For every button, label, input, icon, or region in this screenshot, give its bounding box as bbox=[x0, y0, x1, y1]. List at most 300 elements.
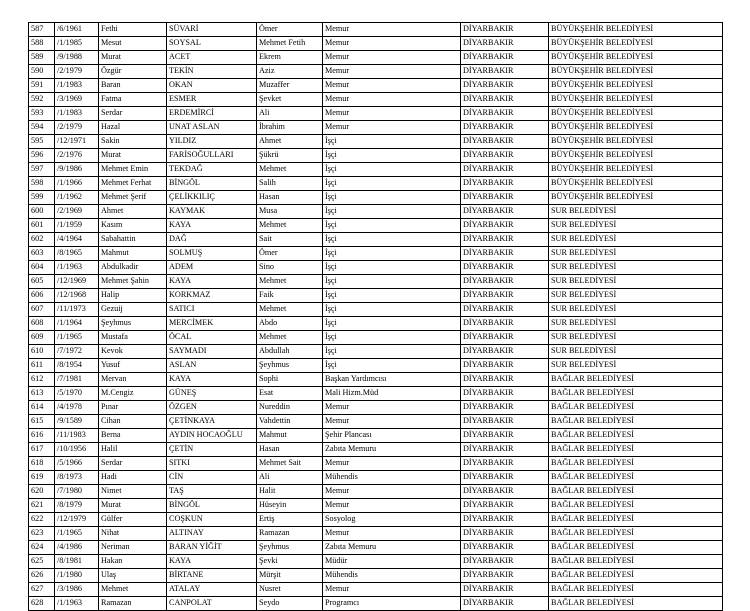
cell-first_name: Şeyhmus bbox=[99, 317, 167, 331]
cell-father_name: Abdo bbox=[257, 317, 323, 331]
cell-date: /1/1965 bbox=[55, 331, 99, 345]
cell-date: /2/1979 bbox=[55, 121, 99, 135]
cell-title: Memur bbox=[323, 527, 461, 541]
table-row bbox=[29, 555, 723, 569]
cell-city: DİYARBAKIR bbox=[461, 191, 549, 205]
cell-city: DİYARBAKIR bbox=[461, 135, 549, 149]
table-row bbox=[29, 387, 723, 401]
cell-date: /2/1979 bbox=[55, 65, 99, 79]
cell-last_name: SOLMUŞ bbox=[167, 247, 257, 261]
cell-city: DİYARBAKIR bbox=[461, 149, 549, 163]
cell-city: DİYARBAKIR bbox=[461, 37, 549, 51]
cell-last_name: SAYMADI bbox=[167, 345, 257, 359]
cell-first_name: Mehmet Emin bbox=[99, 163, 167, 177]
table-row bbox=[29, 121, 723, 135]
cell-last_name: AYDIN HOCAOĞLU bbox=[167, 429, 257, 443]
cell-no: 601 bbox=[29, 219, 55, 233]
cell-title: İşçi bbox=[323, 331, 461, 345]
cell-no: 628 bbox=[29, 597, 55, 611]
cell-city: DİYARBAKIR bbox=[461, 233, 549, 247]
cell-no: 612 bbox=[29, 373, 55, 387]
cell-first_name: Ulaş bbox=[99, 569, 167, 583]
cell-city: DİYARBAKIR bbox=[461, 303, 549, 317]
cell-last_name: ATALAY bbox=[167, 583, 257, 597]
cell-date: /7/1980 bbox=[55, 485, 99, 499]
cell-father_name: Şeyhmus bbox=[257, 359, 323, 373]
cell-date: /1/1965 bbox=[55, 527, 99, 541]
cell-first_name: Mervan bbox=[99, 373, 167, 387]
cell-city: DİYARBAKIR bbox=[461, 107, 549, 121]
cell-father_name: Halit bbox=[257, 485, 323, 499]
table-row bbox=[29, 373, 723, 387]
cell-title: Mali Hizm.Müd bbox=[323, 387, 461, 401]
cell-first_name: Mesut bbox=[99, 37, 167, 51]
cell-date: /8/1965 bbox=[55, 247, 99, 261]
cell-first_name: Mehmet Şerif bbox=[99, 191, 167, 205]
cell-father_name: Salih bbox=[257, 177, 323, 191]
cell-first_name: Hakan bbox=[99, 555, 167, 569]
cell-father_name: Seydo bbox=[257, 597, 323, 611]
cell-title: İşçi bbox=[323, 233, 461, 247]
cell-last_name: SITKI bbox=[167, 457, 257, 471]
table-row bbox=[29, 219, 723, 233]
cell-no: 620 bbox=[29, 485, 55, 499]
cell-no: 608 bbox=[29, 317, 55, 331]
cell-father_name: Faik bbox=[257, 289, 323, 303]
cell-no: 626 bbox=[29, 569, 55, 583]
cell-date: /8/1979 bbox=[55, 499, 99, 513]
cell-no: 605 bbox=[29, 275, 55, 289]
cell-institution: BAĞLAR BELEDİYESİ bbox=[549, 373, 723, 387]
cell-date: /4/1978 bbox=[55, 401, 99, 415]
cell-city: DİYARBAKIR bbox=[461, 387, 549, 401]
table-row bbox=[29, 541, 723, 555]
cell-first_name: Nimet bbox=[99, 485, 167, 499]
cell-institution: BAĞLAR BELEDİYESİ bbox=[549, 569, 723, 583]
cell-last_name: CANPOLAT bbox=[167, 597, 257, 611]
table-row bbox=[29, 527, 723, 541]
cell-date: /9/1988 bbox=[55, 51, 99, 65]
cell-city: DİYARBAKIR bbox=[461, 569, 549, 583]
cell-first_name: Baran bbox=[99, 79, 167, 93]
cell-no: 617 bbox=[29, 443, 55, 457]
table-row bbox=[29, 65, 723, 79]
cell-city: DİYARBAKIR bbox=[461, 121, 549, 135]
cell-city: DİYARBAKIR bbox=[461, 51, 549, 65]
cell-father_name: Mehmet Fetih bbox=[257, 37, 323, 51]
cell-city: DİYARBAKIR bbox=[461, 583, 549, 597]
cell-father_name: Ali bbox=[257, 107, 323, 121]
cell-date: /12/1969 bbox=[55, 275, 99, 289]
cell-date: /5/1970 bbox=[55, 387, 99, 401]
cell-title: Memur bbox=[323, 107, 461, 121]
cell-city: DİYARBAKIR bbox=[461, 317, 549, 331]
cell-institution: BÜYÜKŞEHİR BELEDİYESİ bbox=[549, 121, 723, 135]
cell-institution: SUR BELEDİYESİ bbox=[549, 317, 723, 331]
cell-city: DİYARBAKIR bbox=[461, 79, 549, 93]
cell-title: İşçi bbox=[323, 275, 461, 289]
cell-first_name: Sabahattin bbox=[99, 233, 167, 247]
cell-institution: BÜYÜKŞEHİR BELEDİYESİ bbox=[549, 65, 723, 79]
cell-first_name: M.Cengiz bbox=[99, 387, 167, 401]
cell-title: Mühendis bbox=[323, 569, 461, 583]
cell-last_name: TEKİN bbox=[167, 65, 257, 79]
cell-city: DİYARBAKIR bbox=[461, 219, 549, 233]
cell-city: DİYARBAKIR bbox=[461, 331, 549, 345]
cell-first_name: Cihan bbox=[99, 415, 167, 429]
cell-father_name: Hasan bbox=[257, 191, 323, 205]
cell-date: /10/1956 bbox=[55, 443, 99, 457]
cell-date: /12/1971 bbox=[55, 135, 99, 149]
cell-date: /12/1968 bbox=[55, 289, 99, 303]
cell-father_name: Ahmet bbox=[257, 135, 323, 149]
registry-sheet bbox=[28, 22, 722, 611]
cell-date: /4/1964 bbox=[55, 233, 99, 247]
cell-last_name: ÖCAL bbox=[167, 331, 257, 345]
cell-institution: BÜYÜKŞEHİR BELEDİYESİ bbox=[549, 163, 723, 177]
cell-father_name: Mehmet bbox=[257, 275, 323, 289]
cell-father_name: Şeyhmus bbox=[257, 541, 323, 555]
cell-no: 625 bbox=[29, 555, 55, 569]
table-row bbox=[29, 79, 723, 93]
cell-last_name: BİNGÖL bbox=[167, 499, 257, 513]
cell-city: DİYARBAKIR bbox=[461, 247, 549, 261]
cell-institution: SUR BELEDİYESİ bbox=[549, 331, 723, 345]
cell-no: 602 bbox=[29, 233, 55, 247]
cell-last_name: MERCİMEK bbox=[167, 317, 257, 331]
cell-no: 623 bbox=[29, 527, 55, 541]
cell-title: İşçi bbox=[323, 135, 461, 149]
cell-institution: BÜYÜKŞEHİR BELEDİYESİ bbox=[549, 51, 723, 65]
cell-city: DİYARBAKIR bbox=[461, 415, 549, 429]
cell-institution: BAĞLAR BELEDİYESİ bbox=[549, 597, 723, 611]
cell-date: /2/1969 bbox=[55, 205, 99, 219]
cell-institution: BAĞLAR BELEDİYESİ bbox=[549, 457, 723, 471]
cell-first_name: Murat bbox=[99, 149, 167, 163]
cell-last_name: ÇELİKKILIÇ bbox=[167, 191, 257, 205]
cell-institution: BAĞLAR BELEDİYESİ bbox=[549, 555, 723, 569]
cell-first_name: Mahmut bbox=[99, 247, 167, 261]
cell-institution: BÜYÜKŞEHİR BELEDİYESİ bbox=[549, 107, 723, 121]
cell-father_name: Sait bbox=[257, 233, 323, 247]
cell-no: 590 bbox=[29, 65, 55, 79]
cell-last_name: BİRTANE bbox=[167, 569, 257, 583]
cell-date: /6/1961 bbox=[55, 23, 99, 37]
cell-institution: BAĞLAR BELEDİYESİ bbox=[549, 429, 723, 443]
cell-date: /9/1986 bbox=[55, 163, 99, 177]
cell-no: 594 bbox=[29, 121, 55, 135]
table-row bbox=[29, 471, 723, 485]
cell-no: 589 bbox=[29, 51, 55, 65]
cell-date: /7/1972 bbox=[55, 345, 99, 359]
table-row bbox=[29, 149, 723, 163]
cell-city: DİYARBAKIR bbox=[461, 359, 549, 373]
cell-institution: BÜYÜKŞEHİR BELEDİYESİ bbox=[549, 37, 723, 51]
cell-title: Memur bbox=[323, 93, 461, 107]
cell-title: Memur bbox=[323, 121, 461, 135]
cell-city: DİYARBAKIR bbox=[461, 345, 549, 359]
cell-institution: BÜYÜKŞEHİR BELEDİYESİ bbox=[549, 93, 723, 107]
cell-title: İşçi bbox=[323, 247, 461, 261]
cell-last_name: DAĞ bbox=[167, 233, 257, 247]
cell-institution: SUR BELEDİYESİ bbox=[549, 359, 723, 373]
cell-father_name: Vahdettin bbox=[257, 415, 323, 429]
cell-father_name: Nureddin bbox=[257, 401, 323, 415]
cell-father_name: Esat bbox=[257, 387, 323, 401]
cell-last_name: BİNGÖL bbox=[167, 177, 257, 191]
cell-title: İşçi bbox=[323, 191, 461, 205]
cell-first_name: Serdar bbox=[99, 457, 167, 471]
cell-date: /4/1986 bbox=[55, 541, 99, 555]
cell-city: DİYARBAKIR bbox=[461, 597, 549, 611]
cell-no: 616 bbox=[29, 429, 55, 443]
cell-no: 597 bbox=[29, 163, 55, 177]
cell-city: DİYARBAKIR bbox=[461, 205, 549, 219]
cell-institution: BAĞLAR BELEDİYESİ bbox=[549, 513, 723, 527]
cell-city: DİYARBAKIR bbox=[461, 471, 549, 485]
cell-no: 615 bbox=[29, 415, 55, 429]
cell-father_name: Nusret bbox=[257, 583, 323, 597]
cell-last_name: TAŞ bbox=[167, 485, 257, 499]
cell-no: 614 bbox=[29, 401, 55, 415]
cell-date: /3/1986 bbox=[55, 583, 99, 597]
cell-father_name: Hüseyin bbox=[257, 499, 323, 513]
cell-title: Memur bbox=[323, 457, 461, 471]
cell-no: 600 bbox=[29, 205, 55, 219]
cell-last_name: BARAN YİĞİT bbox=[167, 541, 257, 555]
cell-first_name: Fatma bbox=[99, 93, 167, 107]
table-row bbox=[29, 289, 723, 303]
cell-father_name: Ertiş bbox=[257, 513, 323, 527]
cell-city: DİYARBAKIR bbox=[461, 373, 549, 387]
table-row bbox=[29, 135, 723, 149]
table-row bbox=[29, 569, 723, 583]
cell-first_name: Mehmet Ferhat bbox=[99, 177, 167, 191]
cell-institution: SUR BELEDİYESİ bbox=[549, 247, 723, 261]
cell-title: İşçi bbox=[323, 303, 461, 317]
cell-last_name: ÇETİN bbox=[167, 443, 257, 457]
cell-no: 624 bbox=[29, 541, 55, 555]
cell-no: 587 bbox=[29, 23, 55, 37]
cell-father_name: Ömer bbox=[257, 23, 323, 37]
cell-first_name: Gezuij bbox=[99, 303, 167, 317]
cell-institution: BAĞLAR BELEDİYESİ bbox=[549, 471, 723, 485]
cell-title: Zabıta Memuru bbox=[323, 443, 461, 457]
cell-city: DİYARBAKIR bbox=[461, 289, 549, 303]
cell-title: Başkan Yardımcısı bbox=[323, 373, 461, 387]
table-row bbox=[29, 583, 723, 597]
cell-title: Memur bbox=[323, 23, 461, 37]
table-row bbox=[29, 331, 723, 345]
cell-no: 619 bbox=[29, 471, 55, 485]
cell-first_name: Pınar bbox=[99, 401, 167, 415]
cell-first_name: Abdulkadir bbox=[99, 261, 167, 275]
cell-last_name: ALTINAY bbox=[167, 527, 257, 541]
cell-title: Memur bbox=[323, 37, 461, 51]
cell-institution: BAĞLAR BELEDİYESİ bbox=[549, 583, 723, 597]
cell-father_name: Şevki bbox=[257, 555, 323, 569]
table-row bbox=[29, 107, 723, 121]
cell-date: /1/1966 bbox=[55, 177, 99, 191]
cell-title: Memur bbox=[323, 499, 461, 513]
cell-city: DİYARBAKIR bbox=[461, 275, 549, 289]
cell-first_name: Mehmet bbox=[99, 583, 167, 597]
cell-date: /5/1966 bbox=[55, 457, 99, 471]
cell-institution: SUR BELEDİYESİ bbox=[549, 205, 723, 219]
cell-no: 607 bbox=[29, 303, 55, 317]
cell-date: /1/1983 bbox=[55, 79, 99, 93]
cell-title: İşçi bbox=[323, 163, 461, 177]
cell-first_name: Murat bbox=[99, 51, 167, 65]
cell-title: Memur bbox=[323, 51, 461, 65]
cell-date: /1/1983 bbox=[55, 107, 99, 121]
cell-last_name: KAYA bbox=[167, 275, 257, 289]
cell-institution: BAĞLAR BELEDİYESİ bbox=[549, 415, 723, 429]
cell-title: İşçi bbox=[323, 359, 461, 373]
cell-institution: BAĞLAR BELEDİYESİ bbox=[549, 401, 723, 415]
cell-city: DİYARBAKIR bbox=[461, 499, 549, 513]
cell-no: 592 bbox=[29, 93, 55, 107]
cell-father_name: Ali bbox=[257, 471, 323, 485]
cell-institution: SUR BELEDİYESİ bbox=[549, 303, 723, 317]
cell-no: 593 bbox=[29, 107, 55, 121]
cell-last_name: GÜNEŞ bbox=[167, 387, 257, 401]
cell-last_name: ÇETİNKAYA bbox=[167, 415, 257, 429]
cell-title: İşçi bbox=[323, 219, 461, 233]
cell-first_name: Murat bbox=[99, 499, 167, 513]
cell-date: /1/1985 bbox=[55, 37, 99, 51]
cell-date: /1/1963 bbox=[55, 597, 99, 611]
cell-title: Memur bbox=[323, 401, 461, 415]
cell-institution: BÜYÜKŞEHİR BELEDİYESİ bbox=[549, 79, 723, 93]
cell-city: DİYARBAKIR bbox=[461, 527, 549, 541]
cell-father_name: Mehmet bbox=[257, 163, 323, 177]
cell-first_name: Berna bbox=[99, 429, 167, 443]
cell-institution: BAĞLAR BELEDİYESİ bbox=[549, 527, 723, 541]
cell-no: 604 bbox=[29, 261, 55, 275]
cell-date: /12/1979 bbox=[55, 513, 99, 527]
cell-first_name: Özgür bbox=[99, 65, 167, 79]
cell-no: 618 bbox=[29, 457, 55, 471]
cell-father_name: Mehmet Sait bbox=[257, 457, 323, 471]
table-row bbox=[29, 499, 723, 513]
table-row bbox=[29, 485, 723, 499]
cell-title: Memur bbox=[323, 79, 461, 93]
cell-date: /9/1589 bbox=[55, 415, 99, 429]
cell-title: Mühendis bbox=[323, 471, 461, 485]
cell-no: 627 bbox=[29, 583, 55, 597]
cell-title: Memur bbox=[323, 485, 461, 499]
cell-no: 598 bbox=[29, 177, 55, 191]
cell-date: /1/1980 bbox=[55, 569, 99, 583]
table-row bbox=[29, 513, 723, 527]
cell-last_name: SOYSAL bbox=[167, 37, 257, 51]
cell-institution: BAĞLAR BELEDİYESİ bbox=[549, 443, 723, 457]
cell-no: 595 bbox=[29, 135, 55, 149]
cell-first_name: Ahmet bbox=[99, 205, 167, 219]
cell-city: DİYARBAKIR bbox=[461, 401, 549, 415]
cell-city: DİYARBAKIR bbox=[461, 65, 549, 79]
cell-first_name: Yusuf bbox=[99, 359, 167, 373]
cell-title: Zabıta Memuru bbox=[323, 541, 461, 555]
cell-last_name: ÖZGEN bbox=[167, 401, 257, 415]
cell-date: /1/1964 bbox=[55, 317, 99, 331]
table-row bbox=[29, 303, 723, 317]
cell-father_name: İbrahim bbox=[257, 121, 323, 135]
cell-father_name: Ömer bbox=[257, 247, 323, 261]
cell-father_name: Abdullah bbox=[257, 345, 323, 359]
cell-city: DİYARBAKIR bbox=[461, 261, 549, 275]
cell-no: 606 bbox=[29, 289, 55, 303]
cell-first_name: Hazal bbox=[99, 121, 167, 135]
cell-father_name: Ramazan bbox=[257, 527, 323, 541]
table-row bbox=[29, 597, 723, 611]
cell-last_name: KAYMAK bbox=[167, 205, 257, 219]
cell-institution: SUR BELEDİYESİ bbox=[549, 289, 723, 303]
cell-title: İşçi bbox=[323, 149, 461, 163]
cell-institution: SUR BELEDİYESİ bbox=[549, 345, 723, 359]
cell-no: 591 bbox=[29, 79, 55, 93]
cell-last_name: KORKMAZ bbox=[167, 289, 257, 303]
cell-last_name: TEKDAĞ bbox=[167, 163, 257, 177]
cell-title: Şehir Plancası bbox=[323, 429, 461, 443]
cell-first_name: Ramazan bbox=[99, 597, 167, 611]
cell-institution: BÜYÜKŞEHİR BELEDİYESİ bbox=[549, 149, 723, 163]
cell-last_name: KAYA bbox=[167, 219, 257, 233]
table-row bbox=[29, 345, 723, 359]
cell-city: DİYARBAKIR bbox=[461, 23, 549, 37]
cell-last_name: SATICI bbox=[167, 303, 257, 317]
cell-title: Müdür bbox=[323, 555, 461, 569]
table-row bbox=[29, 415, 723, 429]
cell-city: DİYARBAKIR bbox=[461, 443, 549, 457]
cell-city: DİYARBAKIR bbox=[461, 163, 549, 177]
cell-no: 588 bbox=[29, 37, 55, 51]
cell-last_name: UNAT ASLAN bbox=[167, 121, 257, 135]
cell-last_name: ACET bbox=[167, 51, 257, 65]
cell-first_name: Mustafa bbox=[99, 331, 167, 345]
cell-title: Memur bbox=[323, 415, 461, 429]
cell-date: /1/1959 bbox=[55, 219, 99, 233]
cell-father_name: Muzaffer bbox=[257, 79, 323, 93]
table-row bbox=[29, 359, 723, 373]
cell-date: /8/1954 bbox=[55, 359, 99, 373]
cell-first_name: Fethi bbox=[99, 23, 167, 37]
cell-date: /3/1969 bbox=[55, 93, 99, 107]
cell-no: 599 bbox=[29, 191, 55, 205]
table-row bbox=[29, 177, 723, 191]
cell-last_name: YILDIZ bbox=[167, 135, 257, 149]
registry-table bbox=[28, 22, 723, 611]
cell-father_name: Şevket bbox=[257, 93, 323, 107]
cell-date: /11/1983 bbox=[55, 429, 99, 443]
cell-father_name: Mehmet bbox=[257, 331, 323, 345]
cell-title: İşçi bbox=[323, 345, 461, 359]
cell-first_name: Gülfer bbox=[99, 513, 167, 527]
cell-institution: SUR BELEDİYESİ bbox=[549, 275, 723, 289]
cell-title: Memur bbox=[323, 583, 461, 597]
cell-father_name: Mehmet bbox=[257, 303, 323, 317]
table-row bbox=[29, 261, 723, 275]
cell-father_name: Sino bbox=[257, 261, 323, 275]
cell-no: 621 bbox=[29, 499, 55, 513]
cell-title: Memur bbox=[323, 65, 461, 79]
table-row bbox=[29, 23, 723, 37]
cell-last_name: COŞKUN bbox=[167, 513, 257, 527]
table-row bbox=[29, 443, 723, 457]
cell-title: İşçi bbox=[323, 317, 461, 331]
cell-no: 611 bbox=[29, 359, 55, 373]
